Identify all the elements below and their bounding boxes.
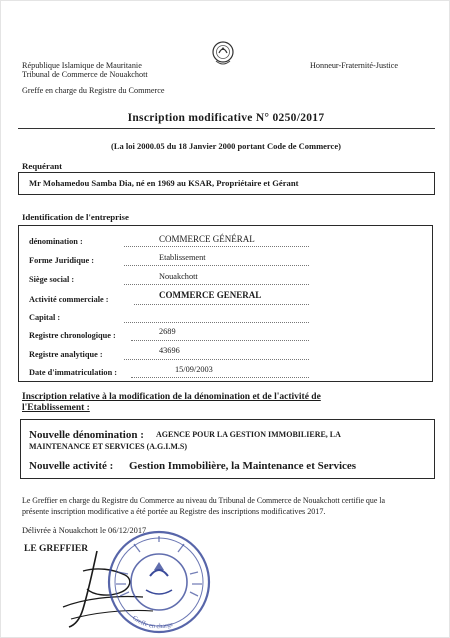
requerant-box bbox=[18, 172, 435, 195]
certification-line2: présente inscription modificative a été portée au Registre des inscriptions modificatives 2017. bbox=[22, 507, 326, 516]
modification-box bbox=[20, 419, 435, 479]
document-title: Inscription modificative N° 0250/2017 bbox=[127, 112, 325, 124]
row-label-activite: Activité commerciale : bbox=[29, 295, 109, 304]
row-value-registre-chronologique: 2689 bbox=[159, 327, 176, 336]
row-dots bbox=[124, 284, 309, 285]
new-denomination-value-line2: MAINTENANCE ET SERVICES (A.G.I.M.S) bbox=[29, 442, 188, 451]
signatory-title: LE GREFFIER bbox=[24, 544, 89, 554]
row-dots bbox=[124, 265, 309, 266]
new-denomination-label: Nouvelle dénomination : bbox=[29, 429, 144, 441]
delivery-date: Délivrée à Nouakchott le 06/12/2017 bbox=[22, 526, 147, 535]
stamp-text: Greffe en charge bbox=[131, 614, 174, 631]
identification-heading: Identification de l'entreprise bbox=[22, 212, 129, 222]
row-label-date-immatriculation: Date d'immatriculation : bbox=[29, 368, 118, 377]
row-label-forme-juridique: Forme Juridique : bbox=[29, 256, 94, 265]
country-name: République Islamique de Mauritanie bbox=[22, 61, 142, 70]
requerant-heading: Requérant bbox=[22, 161, 63, 171]
court-name: Tribunal de Commerce de Nouakchott bbox=[22, 70, 148, 79]
row-label-capital: Capital : bbox=[29, 313, 61, 322]
row-dots bbox=[124, 246, 309, 247]
new-activity-value: Gestion Immobilière, la Maintenance et Services bbox=[129, 460, 357, 472]
modification-heading-line1: Inscription relative à la modification de la dénomination et de l'activité de bbox=[22, 392, 321, 402]
row-value-denomination: COMMERCE GÉNÉRAL bbox=[159, 234, 255, 244]
row-dots bbox=[124, 322, 309, 323]
row-label-siege-social: Siège social : bbox=[29, 275, 75, 284]
new-denomination-value-line1: AGENCE POUR LA GESTION IMMOBILIERE, LA bbox=[156, 430, 341, 439]
identification-box bbox=[18, 225, 433, 382]
row-label-denomination: dénomination : bbox=[29, 237, 83, 246]
certification-line1: Le Greffier en charge du Registre du Commerce au niveau du Tribunal de Commerce de Nouakchott certifie que la bbox=[22, 496, 385, 505]
row-value-forme-juridique: Etablissement bbox=[159, 253, 206, 262]
row-value-siege-social: Nouakchott bbox=[159, 272, 198, 281]
national-motto: Honneur-Fraternité-Justice bbox=[310, 61, 399, 70]
official-stamp-icon bbox=[104, 528, 214, 636]
national-emblem-icon bbox=[210, 39, 236, 69]
row-dots bbox=[134, 304, 309, 305]
row-value-activite: COMMERCE GENERAL bbox=[159, 290, 262, 300]
title-divider bbox=[18, 128, 435, 129]
row-value-date-immatriculation: 15/09/2003 bbox=[175, 365, 213, 374]
row-label-registre-chronologique: Registre chronologique : bbox=[29, 331, 116, 340]
new-activity-label: Nouvelle activité : bbox=[29, 460, 114, 472]
registry-name: Greffe en charge du Registre du Commerce bbox=[22, 86, 165, 95]
row-label-registre-analytique: Registre analytique : bbox=[29, 350, 103, 359]
row-dots bbox=[124, 359, 309, 360]
legal-reference: (La loi 2000.05 du 18 Janvier 2000 portant Code de Commerce) bbox=[111, 141, 341, 151]
row-dots bbox=[131, 377, 309, 378]
row-value-registre-analytique: 43696 bbox=[159, 346, 180, 355]
row-dots bbox=[131, 340, 309, 341]
requerant-value: Mr Mohamedou Samba Dia, né en 1969 au KSAR, Propriétaire et Gérant bbox=[29, 178, 299, 188]
modification-heading-line2: l'Etablissement : bbox=[22, 403, 90, 413]
